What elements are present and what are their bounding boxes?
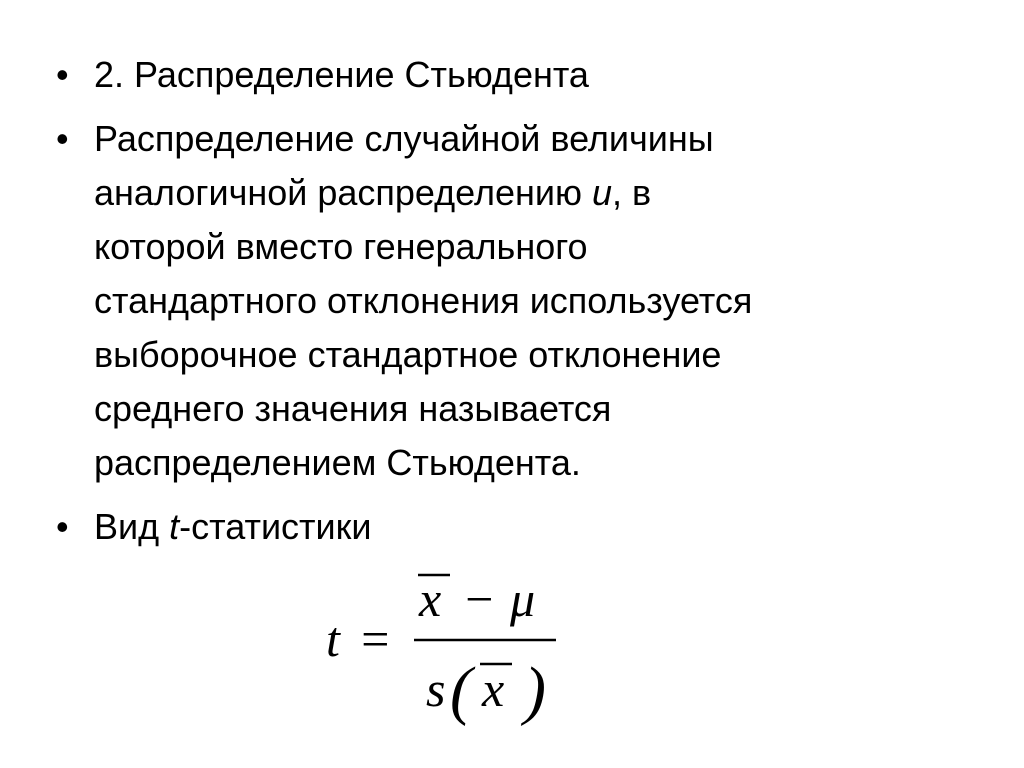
bullet-title [56,48,956,102]
definition-line-6: среднего значения называется [94,388,612,429]
formula-lhs-t: t [326,611,340,667]
t-statistic-suffix: -статистики [179,506,372,547]
numerator-x: x [419,571,442,627]
numerator-mu: μ [510,571,536,627]
bullet-marker: • [56,118,69,159]
title-text: 2. Распределение Стьюдента [94,54,589,95]
definition-line-5: выборочное стандартное отклонение [94,334,722,375]
denominator-s: s [426,661,446,717]
variable-t: t [169,506,180,547]
bullet-marker: • [56,506,69,547]
bullet-list [56,48,956,564]
bullet-definition [56,112,956,490]
definition-line-4: стандартного отклонения используется [94,280,753,321]
t-statistic-prefix: Вид [94,506,170,547]
t-statistic-formula [322,566,572,736]
formula-svg [322,566,572,736]
bullet-t-statistic [56,500,956,554]
bullet-marker: • [56,54,69,95]
definition-line-3: которой вместо генерального [94,226,588,267]
definition-line-2 [94,166,956,220]
definition-line-2-text: аналогичной распределению [94,172,593,213]
definition-line-7: распределением Стьюдента. [94,442,581,483]
definition-line-2-tail: , в [612,172,652,213]
denominator-open-paren: ( [450,654,472,727]
variable-u: u [592,172,613,213]
t-statistic-line [94,500,956,554]
denominator-x: x [482,661,505,717]
formula-equals: = [358,611,392,667]
denominator-close-paren: ) [524,654,546,727]
numerator-minus: − [462,571,496,627]
definition-line-1: Распределение случайной величины [94,118,714,159]
